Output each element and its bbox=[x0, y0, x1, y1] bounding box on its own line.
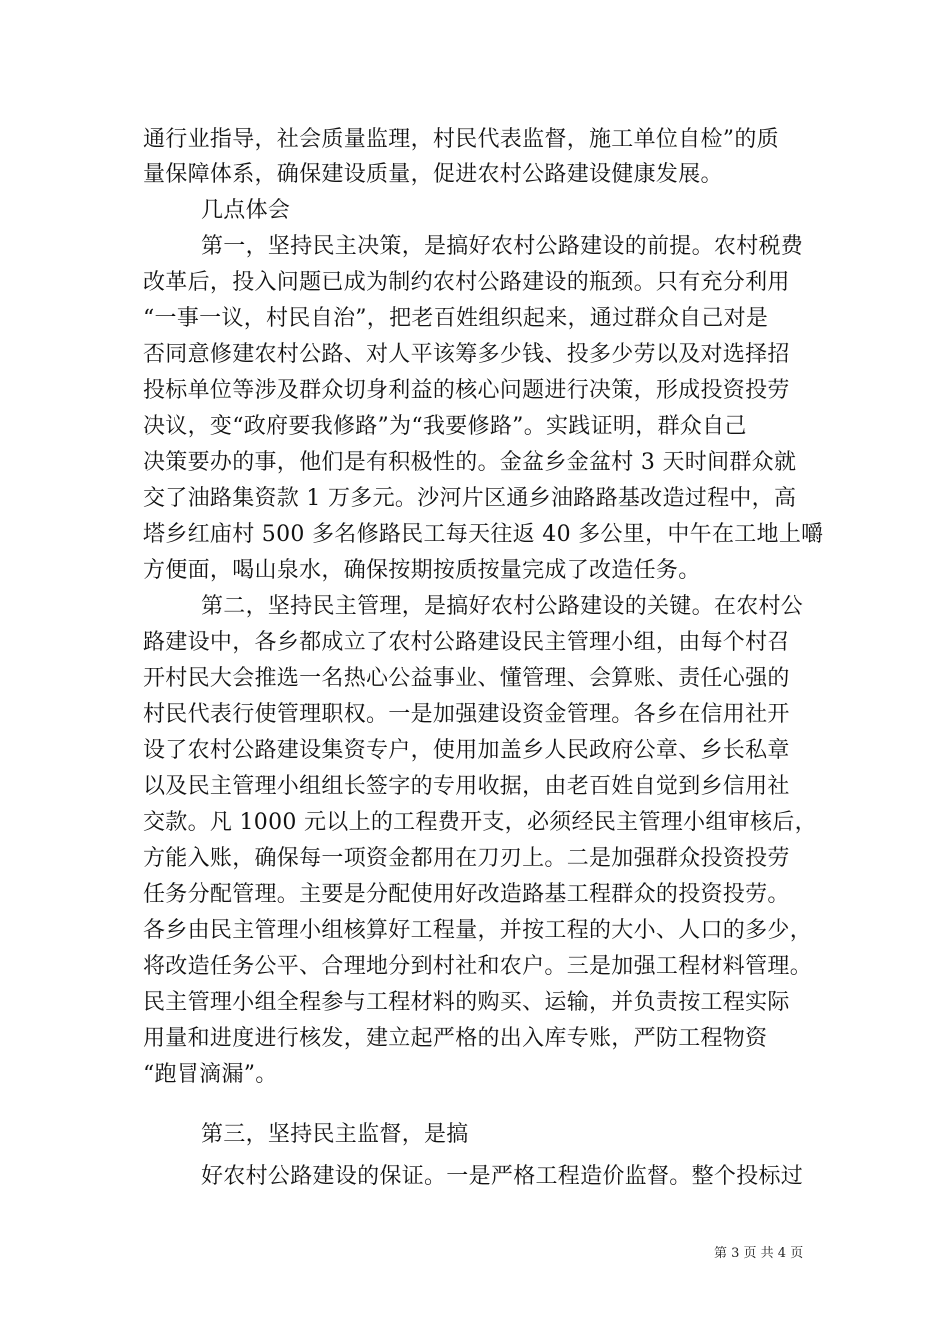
body-line-28: 第三，坚持民主监督，是搞 bbox=[201, 1122, 469, 1147]
body-line-12: 塔乡红庙村 500 多名修路民工每天往返 40 多公里，中午在工地上嚼 bbox=[143, 522, 824, 547]
body-line-27: “跑冒滴漏”。 bbox=[143, 1062, 278, 1087]
body-line-11: 交了油路集资款 1 万多元。沙河片区通乡油路路基改造过程中，高 bbox=[143, 486, 797, 511]
body-line-13: 方便面，喝山泉水，确保按期按质按量完成了改造任务。 bbox=[143, 558, 701, 583]
body-line-22: 任务分配管理。主要是分配使用好改造路基工程群众的投资投劳。 bbox=[143, 882, 790, 907]
body-line-29: 好农村公路建设的保证。一是严格工程造价监督。整个投标过 bbox=[201, 1164, 804, 1189]
body-line-4: 第一，坚持民主决策，是搞好农村公路建设的前提。农村税费 bbox=[201, 234, 804, 259]
body-line-9: 决议，变“政府要我修路”为“我要修路”。实践证明，群众自己 bbox=[143, 414, 747, 439]
body-line-10: 决策要办的事，他们是有积极性的。金盆乡金盆村 3 天时间群众就 bbox=[143, 450, 797, 475]
body-line-20: 交款。凡 1000 元以上的工程费开支，必须经民主管理小组审核后， bbox=[143, 810, 817, 835]
section-heading: 几点体会 bbox=[201, 198, 291, 223]
body-line-21: 方能入账，确保每一项资金都用在刀刃上。二是加强群众投资投劳 bbox=[143, 846, 790, 871]
body-line-5: 改革后，投入问题已成为制约农村公路建设的瓶颈。只有充分利用 bbox=[143, 270, 790, 295]
body-line-23: 各乡由民主管理小组核算好工程量，并按工程的大小、人口的多少， bbox=[143, 918, 813, 943]
body-line-24: 将改造任务公平、合理地分到村社和农户。三是加强工程材料管理。 bbox=[143, 954, 813, 979]
body-line-7: 否同意修建农村公路、对人平该筹多少钱、投多少劳以及对选择招 bbox=[143, 342, 790, 367]
body-line-25: 民主管理小组全程参与工程材料的购买、运输，并负责按工程实际 bbox=[143, 990, 790, 1015]
body-line-17: 村民代表行使管理职权。一是加强建设资金管理。各乡在信用社开 bbox=[143, 702, 790, 727]
body-line-2: 量保障体系，确保建设质量，促进农村公路建设健康发展。 bbox=[143, 162, 723, 187]
body-line-26: 用量和进度进行核发，建立起严格的出入库专账，严防工程物资 bbox=[143, 1026, 768, 1051]
body-line-8: 投标单位等涉及群众切身利益的核心问题进行决策，形成投资投劳 bbox=[143, 378, 790, 403]
body-line-18: 设了农村公路建设集资专户，使用加盖乡人民政府公章、乡长私章 bbox=[143, 738, 790, 763]
body-line-15: 路建设中，各乡都成立了农村公路建设民主管理小组，由每个村召 bbox=[143, 630, 790, 655]
body-line-6: “一事一议，村民自治”，把老百姓组织起来，通过群众自己对是 bbox=[143, 306, 769, 331]
body-line-16: 开村民大会推选一名热心公益事业、懂管理、会算账、责任心强的 bbox=[143, 666, 790, 691]
page-number-footer: 第 3 页 共 4 页 bbox=[714, 1246, 804, 1261]
body-line-1: 通行业指导，社会质量监理，村民代表监督，施工单位自检”的质 bbox=[143, 127, 779, 152]
body-line-19: 以及民主管理小组组长签字的专用收据，由老百姓自觉到乡信用社 bbox=[143, 774, 790, 799]
body-line-14: 第二，坚持民主管理，是搞好农村公路建设的关键。在农村公 bbox=[201, 594, 804, 619]
